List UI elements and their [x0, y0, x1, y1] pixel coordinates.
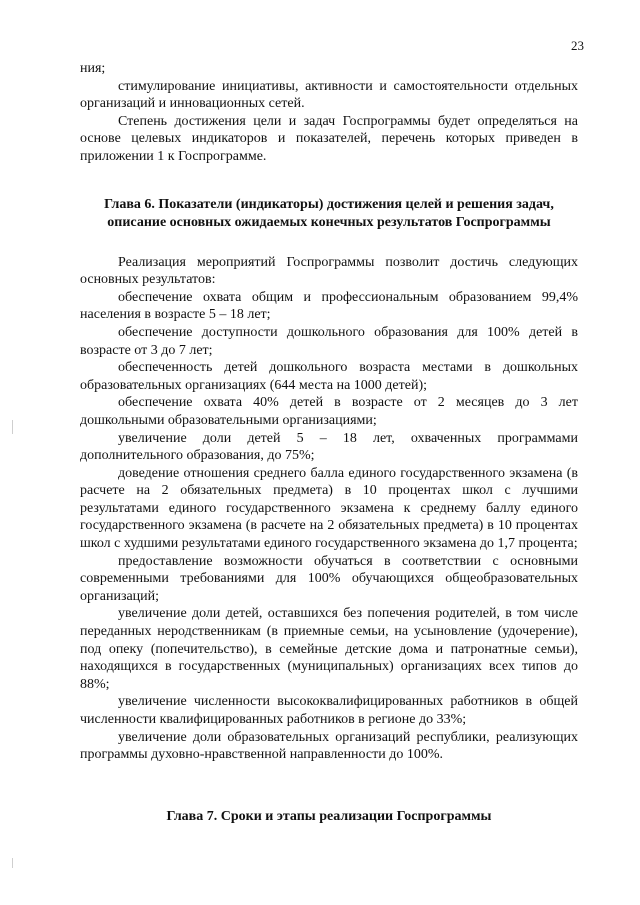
list-item: увеличение доли образовательных организаций республики, реализующих программы духовно-нравственной направленности до 100%.: [80, 729, 578, 763]
list-item: обеспеченность детей дошкольного возраста местами в дошкольных образовательных организациях (644 места на 1000 детей);: [80, 360, 578, 393]
list-item: обеспечение доступности дошкольного образования для 100% детей в возрасте от 3 до 7 лет;: [80, 324, 578, 358]
lead-paragraph: Реализация мероприятий Госпрограммы позволит достичь следующих основных результатов:: [80, 254, 578, 288]
page-number: 23: [571, 38, 584, 53]
page-body: [80, 60, 578, 826]
list-item: увеличение доли детей, оставшихся без попечения родителей, в том числе переданных неродственникам (в приемные семьи, на усыновление (удочерение), под опеку (попечительство), в семейные детские дома и патронатные семьи), находящихся в государственных (муниципальных) организациях всех типов до 88%;: [80, 606, 578, 692]
scan-margin-mark: [12, 858, 13, 868]
list-item: увеличение доли детей 5 – 18 лет, охваченных программами дополнительного образования, до 75%;: [80, 430, 578, 464]
continuation-text: ния;: [80, 61, 106, 76]
scan-margin-mark: [12, 420, 13, 434]
chapter-6-heading: [80, 196, 578, 232]
paragraph: Степень достижения цели и задач Госпрограммы будет определяться на основе целевых индикаторов и показателей, перечень которых приведен в приложении 1 к Госпрограмме.: [80, 113, 578, 164]
list-item: обеспечение охвата общим и профессиональным образованием 99,4% населения в возрасте 5 – 18 лет;: [80, 289, 578, 323]
list-item: доведение отношения среднего балла единого государственного экзамена (в расчете на 2 обязательных предмета) в 10 процентах школ с лучшими результатами единого государственного экзамена к среднему баллу единого государственного экзамена (в расчете на 2 обязательных предмета) в 10 процентах школ с худшими результатами единого государственного экзамена до 1,7 процента;: [80, 465, 578, 552]
chapter-6-title-line-2: описание основных ожидаемых конечных результатов Госпрограммы: [107, 214, 551, 230]
list-item: увеличение численности высококвалифицированных работников в общей численности квалифицированных работников в регионе до 33%;: [80, 694, 578, 727]
list-item: стимулирование инициативы, активности и самостоятельности отдельных организаций и инновационных сетей.: [80, 78, 578, 112]
list-item: обеспечение охвата 40% детей в возрасте от 2 месяцев до 3 лет дошкольными образовательными организациями;: [80, 395, 578, 428]
chapter-7-title: Глава 7. Сроки и этапы реализации Госпрограммы: [166, 808, 492, 824]
list-item: предоставление возможности обучаться в соответствии с основными современными требованиями для 100% обучающихся общеобразовательных организаций;: [80, 553, 578, 604]
chapter-6-title-line-1: Глава 6. Показатели (индикаторы) достижения целей и решения задач,: [104, 196, 554, 212]
